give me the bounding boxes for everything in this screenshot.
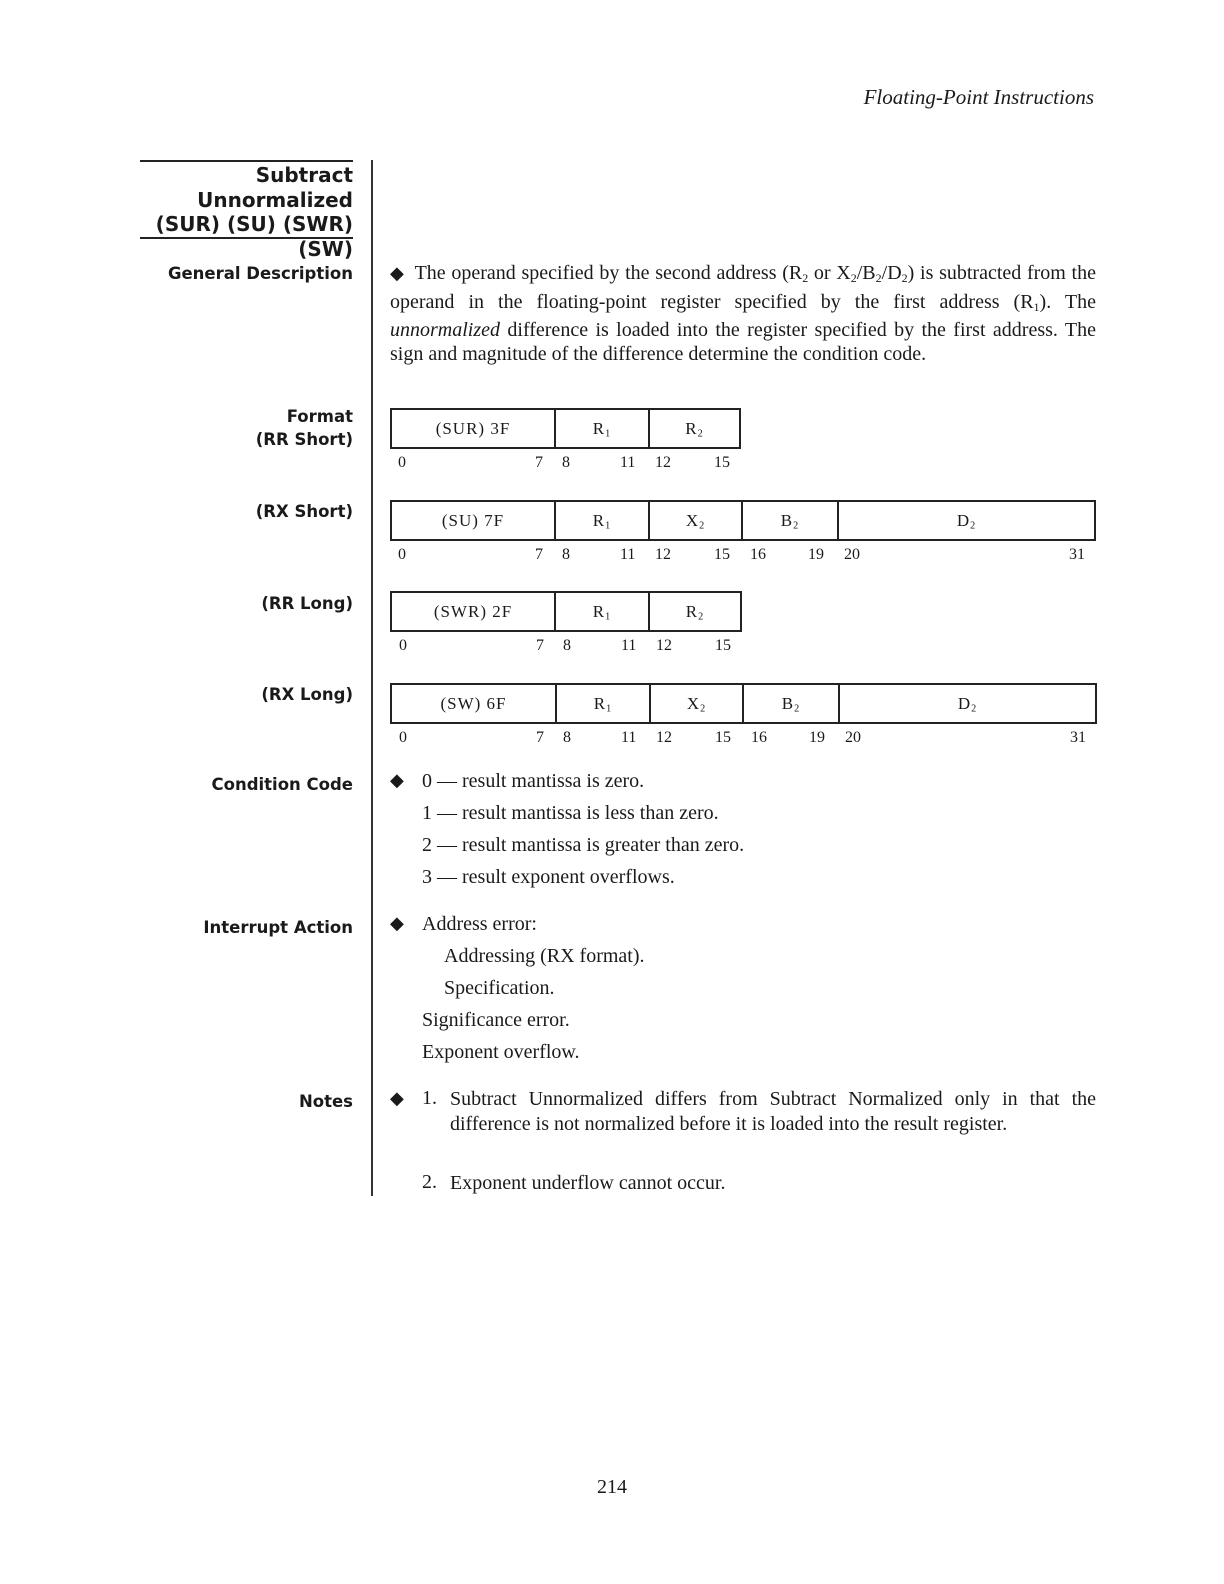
format-label: Format (RR Short)	[255, 407, 353, 449]
condition-code-item: 2 — result mantissa is greater than zero.	[422, 834, 745, 856]
bit-label: 16	[751, 729, 767, 746]
bit-label: 12	[656, 637, 672, 654]
bit-label: 7	[536, 729, 544, 746]
bit-label: 8	[562, 546, 570, 563]
bit-label: 15	[714, 546, 730, 563]
bit-label: 15	[715, 729, 731, 746]
bit-label: 12	[655, 454, 671, 471]
rr-long-format	[390, 591, 742, 632]
r2-field: $R_2$	[685, 419, 704, 440]
diamond-bullet-icon: ◆	[390, 263, 405, 284]
opcode-field: (SW) 6F	[392, 685, 557, 722]
specification-error: Specification.	[444, 977, 555, 999]
title-line-2: Unnormalized	[197, 187, 353, 212]
bit-label: 15	[715, 637, 731, 654]
bit-label: 8	[563, 637, 571, 654]
bit-label: 12	[655, 546, 671, 563]
bit-label: 12	[656, 729, 672, 746]
r1-field: $R_1$	[557, 685, 651, 722]
condition-code-item: 3 — result exponent overflows.	[422, 866, 675, 888]
r1-field: $R_1$	[556, 502, 650, 539]
notes-label: Notes	[298, 1092, 353, 1111]
bit-label: 31	[1070, 729, 1086, 746]
condition-code-item: 1 — result mantissa is less than zero.	[422, 802, 719, 824]
rx-long-label: (RX Long)	[261, 685, 353, 704]
title-rule-top	[140, 160, 353, 162]
bit-label: 0	[398, 454, 406, 471]
opcode-field: (SUR) 3F	[392, 410, 556, 447]
bit-label: 7	[536, 637, 544, 654]
bit-label: 15	[714, 454, 730, 471]
address-error: Address error:	[422, 913, 537, 935]
bit-label: 8	[563, 729, 571, 746]
condition-code-label: Condition Code	[211, 775, 353, 794]
margin-divider	[371, 160, 373, 1196]
diamond-bullet-icon: ◆	[390, 913, 404, 934]
running-head: Floating-Point Instructions	[863, 85, 1094, 109]
general-description-text: ◆ The operand specified by the second address ($R_2$ or $X_2/B_2/D_2$) is subtracted from the operand in the floating-point register specified by the first address $(R_1)$. The unnormalized difference is loaded into the register specified by the first address. The sign and magnitude of the difference determine the condition code.	[390, 262, 1096, 365]
d2-field: $D_2$	[957, 694, 978, 715]
page-number: 214	[597, 1476, 627, 1498]
opcode-field: (SWR) 2F	[392, 593, 556, 630]
opcode-field: (SU) 7F	[392, 502, 556, 539]
bit-label: 0	[398, 546, 406, 563]
r1-field: $R_1$	[556, 410, 650, 447]
bit-label: 7	[535, 546, 543, 563]
rx-long-format	[390, 683, 1097, 724]
diamond-bullet-icon: ◆	[390, 1088, 404, 1109]
title-rule-bottom	[140, 237, 353, 239]
title-line-3: (SUR) (SU) (SWR) (SW)	[155, 212, 353, 261]
note-number: 1.	[422, 1087, 437, 1109]
bit-label: 0	[399, 637, 407, 654]
r1-field: $R_1$	[556, 593, 650, 630]
note-1-text: Subtract Unnormalized differs from Subtract Normalized only in that the difference is not normalized before it is loaded into the result register.	[450, 1088, 1096, 1135]
bit-label: 11	[621, 637, 637, 654]
section-title	[120, 163, 353, 261]
x2-field: $X_2$	[650, 502, 743, 539]
bit-label: 19	[809, 729, 825, 746]
x2-field: $X_2$	[651, 685, 744, 722]
title-line-1: Subtract	[255, 163, 353, 187]
rx-short-format	[390, 500, 1096, 541]
general-description-label: General Description	[167, 264, 353, 283]
note-2-text: Exponent underflow cannot occur.	[450, 1172, 726, 1194]
b2-field: $B_2$	[744, 685, 840, 722]
r2-field: $R_2$	[685, 602, 705, 623]
interrupt-action-label: Interrupt Action	[203, 918, 353, 937]
rr-short-format	[390, 408, 741, 449]
bit-label: 16	[750, 546, 766, 563]
d2-field: $D_2$	[956, 511, 977, 532]
b2-field: $B_2$	[743, 502, 839, 539]
rr-long-label: (RR Long)	[261, 594, 353, 613]
bit-label: 7	[535, 454, 543, 471]
bit-label: 8	[562, 454, 570, 471]
bit-label: 0	[399, 729, 407, 746]
bit-label: 19	[808, 546, 824, 563]
rx-short-label: (RX Short)	[255, 502, 353, 521]
bit-label: 11	[620, 546, 636, 563]
diamond-bullet-icon: ◆	[390, 770, 404, 791]
addressing-error: Addressing (RX format).	[444, 945, 645, 967]
exponent-overflow: Exponent overflow.	[422, 1041, 580, 1063]
bit-label: 20	[845, 729, 861, 746]
bit-label: 20	[844, 546, 860, 563]
significance-error: Significance error.	[422, 1009, 570, 1031]
bit-label: 11	[621, 729, 637, 746]
bit-label: 11	[620, 454, 636, 471]
condition-code-item: 0 — result mantissa is zero.	[422, 770, 645, 792]
note-number: 2.	[422, 1171, 437, 1193]
bit-label: 31	[1069, 546, 1085, 563]
